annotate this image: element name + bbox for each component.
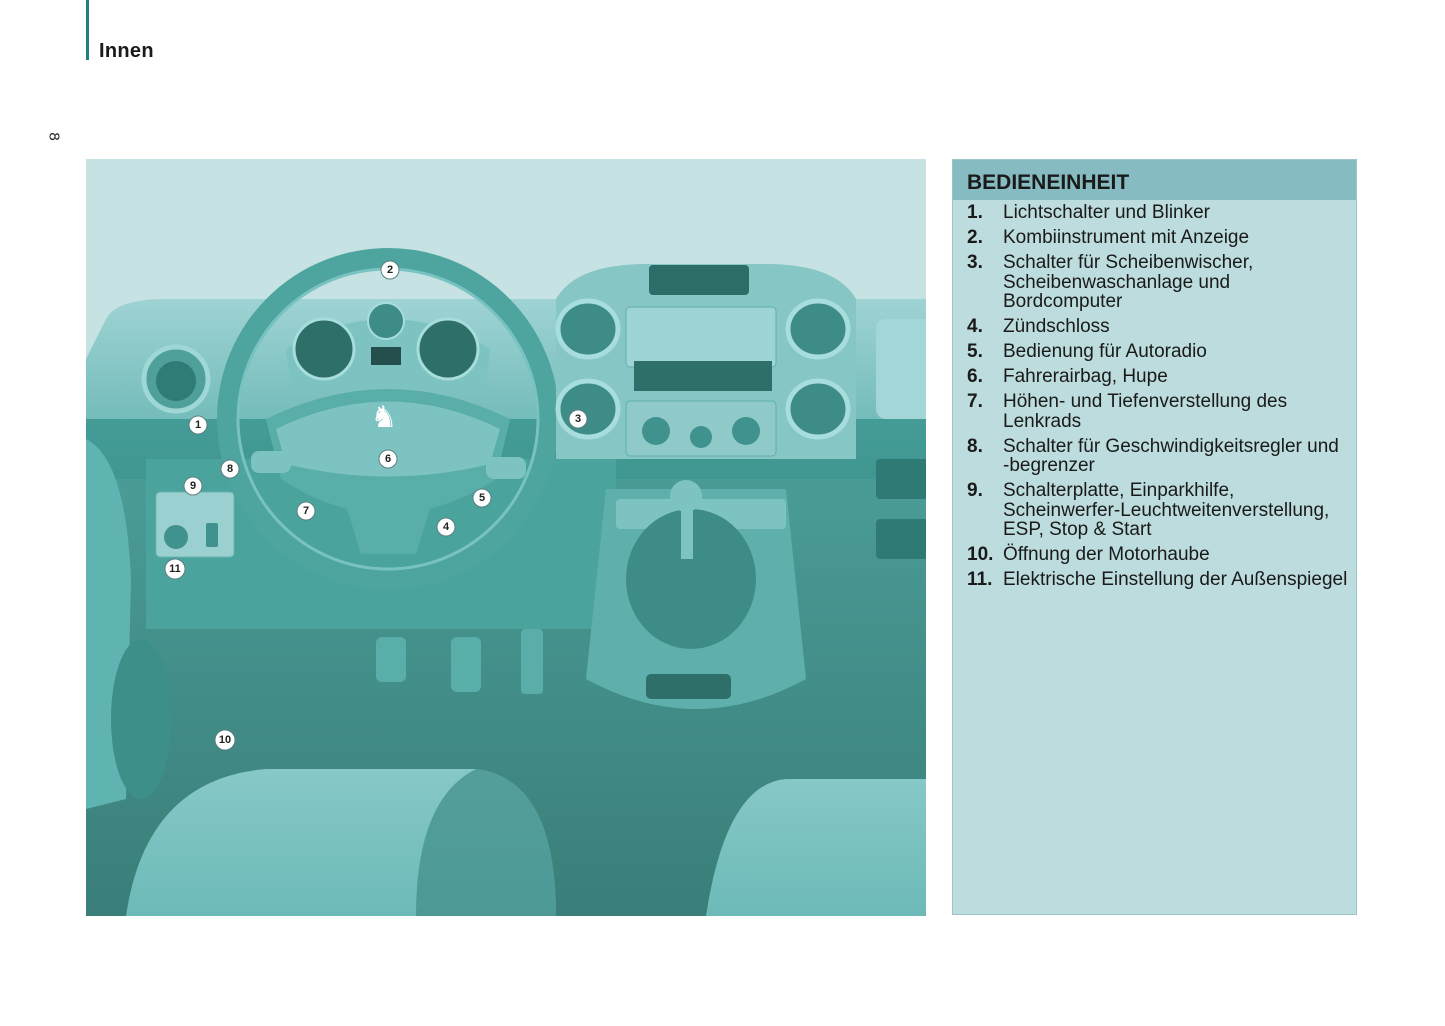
legend-item-text: Fahrerairbag, Hupe: [1003, 366, 1168, 387]
gear-stick: [681, 509, 693, 559]
mirror-adjust-knob: [164, 525, 188, 549]
legend-item-number: 4.: [967, 316, 983, 337]
storage-slot: [634, 361, 772, 391]
svg-text:2: 2: [386, 264, 394, 276]
legend-item: [967, 228, 1356, 248]
legend-item: [967, 545, 1356, 565]
console-cupholder: [646, 674, 731, 699]
legend-item: [967, 392, 1356, 431]
legend-item-number: 11.: [967, 569, 993, 590]
legend-item-text: Höhen- und Tiefenverstellung des Lenkrads: [1003, 391, 1288, 432]
air-distribution-knob: [732, 417, 760, 445]
tachometer: [418, 319, 478, 379]
legend-item: [967, 317, 1356, 337]
passenger-storage-lower: [876, 519, 926, 559]
car-radio: [626, 307, 776, 367]
center-gauge: [368, 303, 404, 339]
panel-title: BEDIENEINHEIT: [953, 160, 1356, 200]
gear-knob: [670, 480, 702, 512]
legend-item-text: Schalter für Geschwindigkeitsregler und -begrenzer: [1003, 435, 1339, 476]
legend-item-text: Lichtschalter und Blinker: [1003, 202, 1210, 223]
legend-item-number: 8.: [967, 435, 983, 457]
callout-2: [381, 261, 399, 279]
passenger-storage-upper: [876, 459, 926, 499]
center-left-lower-vent: [558, 381, 618, 437]
accelerator-pedal: [521, 629, 543, 694]
legend-item-number: 3.: [967, 252, 983, 273]
svg-text:9: 9: [189, 480, 197, 492]
legend-item-number: 2.: [967, 227, 983, 248]
right-stalk: [486, 457, 526, 479]
passenger-vent-cover: [876, 319, 926, 419]
callout-5: [473, 489, 491, 507]
svg-text:10: 10: [218, 734, 232, 746]
legend-item: [967, 253, 1356, 312]
legend-item-number: 9.: [967, 480, 983, 501]
legend-item-text: Kombiinstrument mit Anzeige: [1003, 227, 1250, 248]
callout-4: [437, 518, 455, 536]
page-number: 8: [45, 132, 63, 141]
center-left-vent: [558, 301, 618, 357]
left-air-vent-inner: [156, 361, 196, 401]
section-accent-bar: [86, 0, 89, 60]
svg-text:5: 5: [478, 492, 486, 504]
fan-knob: [690, 426, 712, 448]
svg-text:4: 4: [442, 521, 450, 533]
brand-logo-icon: ♞: [370, 400, 398, 435]
svg-text:6: 6: [384, 453, 392, 465]
svg-text:1: 1: [194, 419, 202, 431]
dashboard-illustration: [86, 159, 926, 916]
legend-item: [967, 342, 1356, 362]
svg-text:8: 8: [226, 463, 234, 475]
controls-legend-panel: [952, 159, 1357, 915]
legend-item-text: Elektrische Einstellung der Außenspiegel: [1003, 569, 1348, 590]
svg-text:7: 7: [302, 505, 310, 517]
legend-item-text: Schalter für Scheibenwischer, Scheibenwaschanlage und Bordcomputer: [1003, 252, 1254, 312]
speedometer: [294, 319, 354, 379]
callout-3: [569, 410, 587, 428]
brake-pedal: [451, 637, 481, 692]
legend-item: [967, 481, 1356, 540]
svg-text:3: 3: [574, 413, 582, 425]
callout-7: [297, 502, 315, 520]
callout-9: [184, 477, 202, 495]
temperature-knob: [642, 417, 670, 445]
legend-item-number: 10.: [967, 544, 994, 565]
callout-6: [379, 450, 397, 468]
legend-item-text: Bedienung für Autoradio: [1003, 341, 1207, 362]
center-right-lower-vent: [788, 381, 848, 437]
legend-item-text: Schalterplatte, Einparkhilfe, Scheinwerfer-Leuchtweitenverstellung, ESP, Stop & Start: [1003, 480, 1330, 540]
callout-10: [215, 730, 235, 750]
legend-item-number: 5.: [967, 341, 983, 362]
legend-item-number: 7.: [967, 391, 983, 412]
callout-11: [165, 559, 185, 579]
callout-8: [221, 460, 239, 478]
left-door-speaker: [111, 639, 171, 799]
callout-1: [189, 416, 207, 434]
legend-item-number: 1.: [967, 202, 983, 223]
cluster-display: [371, 347, 401, 365]
legend-item-text: Öffnung der Motorhaube: [1003, 544, 1210, 565]
center-right-vent: [788, 301, 848, 357]
legend-item: [967, 570, 1356, 590]
dashboard-drawing: [86, 159, 926, 916]
legend-item-number: 6.: [967, 366, 983, 387]
clutch-pedal: [376, 637, 406, 682]
mirror-switch: [206, 523, 218, 547]
legend-item-text: Zündschloss: [1003, 316, 1110, 337]
legend-list: [953, 200, 1356, 590]
center-display: [649, 265, 749, 295]
svg-text:11: 11: [169, 563, 181, 575]
section-title: Innen: [99, 40, 154, 62]
switch-panel: [156, 492, 234, 557]
left-stalk: [251, 451, 291, 473]
legend-item: [967, 437, 1356, 476]
legend-item: [967, 367, 1356, 387]
legend-item: [967, 203, 1356, 223]
